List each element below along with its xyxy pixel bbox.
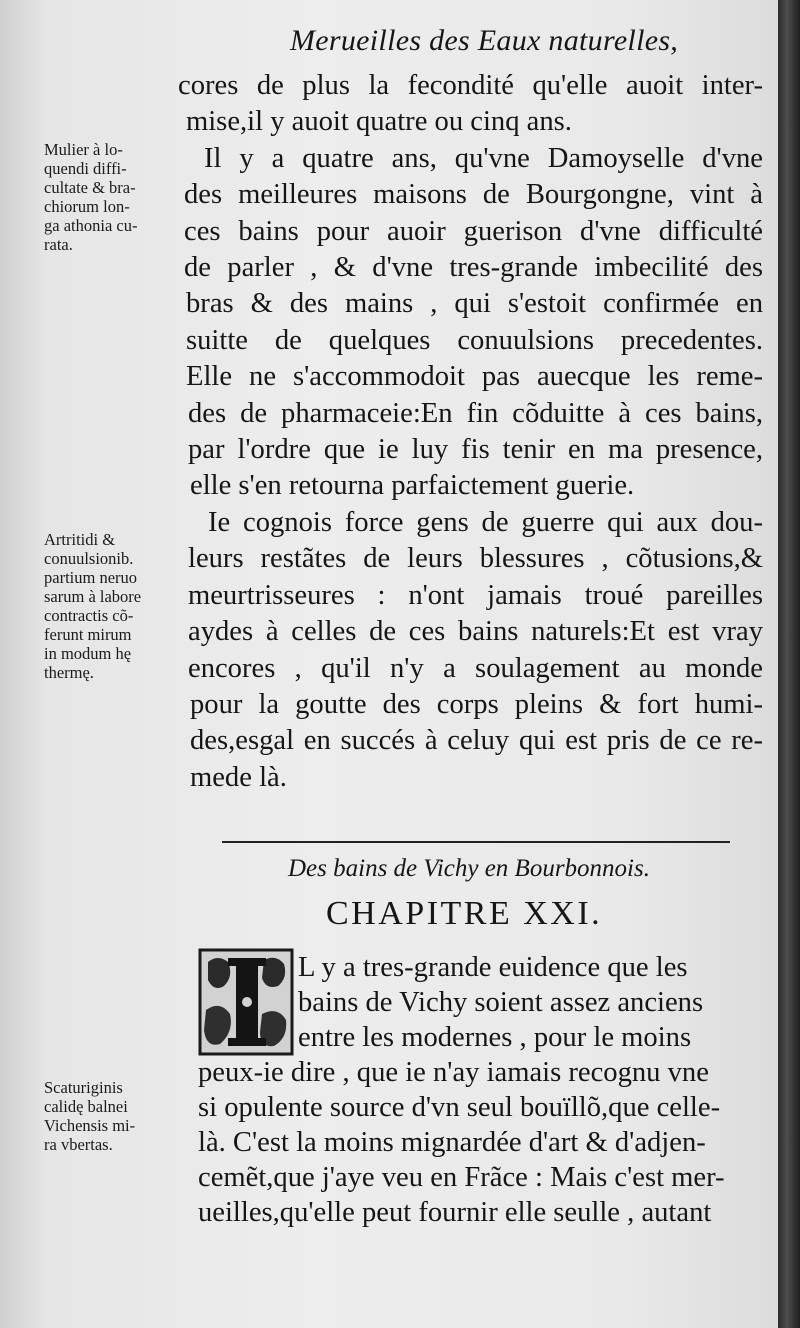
margin-note-line: chiorum lon- (44, 197, 130, 216)
text-line: aydes à celles de ces bains naturels:Et est vray (188, 616, 763, 648)
text-line: peux-ie dire , que ie n'ay iamais recognu vne (198, 1057, 709, 1088)
margin-note (44, 530, 141, 682)
text-line: si opulente source d'vn seul bouïllõ,que celle- (198, 1092, 721, 1123)
text-line: des de pharmaceie:En fin cõduitte à ces bains, (188, 397, 763, 429)
margin-note-line: rata. (44, 235, 73, 254)
margin-note-line: calidę balnei (44, 1097, 128, 1116)
margin-note-line: ra vbertas. (44, 1135, 113, 1154)
text-line: mise,il y auoit quatre ou cinq ans. (186, 106, 572, 138)
text-line: bras & des mains , qui s'estoit confirmée en (186, 288, 763, 320)
margin-note-line: ga athonia cu- (44, 216, 138, 235)
text-line: par l'ordre que ie luy fis tenir en ma presence, (188, 434, 763, 466)
section-rule (222, 841, 730, 843)
running-head: Merueilles des Eaux naturelles, (290, 24, 679, 57)
text-line: des meilleures maisons de Bourgongne, vint à (184, 179, 763, 211)
margin-note-line: thermę. (44, 663, 94, 682)
text-line: elle s'en retourna parfaictement guerie. (190, 470, 635, 502)
text-line: Elle ne s'accommodoit pas auecque les reme- (186, 361, 763, 393)
chapter-text (198, 950, 765, 1230)
margin-note-line: quendi diffi- (44, 159, 127, 178)
text-line: là. C'est la moins mignardée d'art & d'adjen- (198, 1127, 706, 1158)
text-line: leurs restãtes de leurs blessures , cõtusions,& (188, 543, 763, 575)
text-line: bains de Vichy soient assez anciens (298, 987, 704, 1018)
margin-note-line: ferunt mirum (44, 625, 132, 644)
margin-note-line: partium neruo (44, 568, 138, 587)
margin-note-line: cultate & bra- (44, 178, 136, 197)
margin-note (44, 140, 137, 254)
text-line: ces bains pour auoir guerison d'vne difficulté (184, 215, 763, 247)
margin-note-line: Artritidi & (44, 530, 116, 549)
text-line: cores de plus la fecondité qu'elle auoit inter- (178, 70, 763, 101)
margin-note-line: contractis cõ- (44, 606, 134, 625)
margin-note-line: Mulier à lo- (44, 140, 123, 159)
margin-note-line: in modum hę (44, 644, 132, 663)
text-line: mede là. (190, 761, 287, 793)
margin-note-line: conuulsionib. (44, 549, 134, 568)
page-edge (778, 0, 800, 1328)
margin-note-line: Vichensis mi- (44, 1116, 136, 1135)
text-line: entre les modernes , pour le moins (298, 1022, 692, 1053)
text-line: ueilles,qu'elle peut fournir elle seulle , autant (198, 1197, 712, 1228)
text-line: cemẽt,que j'aye veu en Frãce : Mais c'est mer- (198, 1162, 725, 1193)
text-line: meurtrisseures : n'ont jamais troué pareilles (188, 579, 763, 611)
chapter-title: CHAPITRE XXI. (326, 895, 603, 932)
text-line: des,esgal en succés à celuy qui est pris de ce re- (190, 725, 763, 757)
text-line: encores , qu'il n'y a soulagement au monde (188, 652, 763, 684)
margin-note-line: Scaturiginis (44, 1078, 123, 1097)
margin-note (44, 1078, 135, 1154)
main-text (178, 68, 763, 796)
text-line: suitte de quelques conuulsions precedentes. (186, 324, 763, 356)
margin-note-line: sarum à labore (44, 587, 142, 606)
text-line: pour la goutte des corps pleins & fort humi- (190, 688, 763, 720)
text-line: L y a tres-grande euidence que les (298, 952, 688, 983)
text-line: Ie cognois force gens de guerre qui aux dou- (208, 506, 763, 538)
text-line: de parler , & d'vne tres-grande imbecilité des (184, 252, 763, 284)
chapter-subtitle: Des bains de Vichy en Bourbonnois. (288, 855, 650, 882)
text-line: Il y a quatre ans, qu'vne Damoyselle d'vne (204, 142, 763, 174)
